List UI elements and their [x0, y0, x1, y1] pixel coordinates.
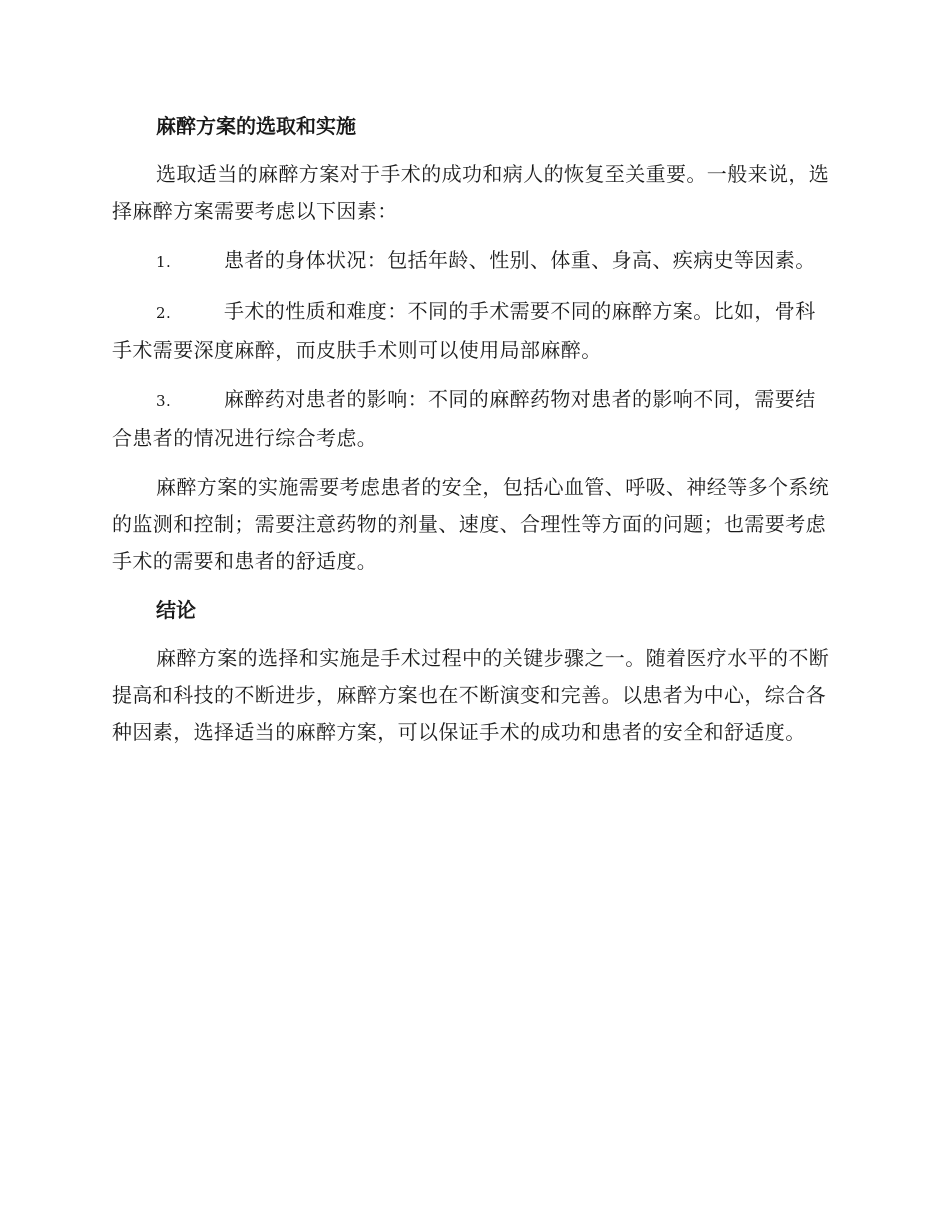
list-item-text: 手术的性质和难度：不同的手术需要不同的麻醉方案。比如，骨科手术需要深度麻醉，而皮肤手术则可以使用局部麻醉。 [112, 299, 816, 362]
conclusion-paragraph: 麻醉方案的选择和实施是手术过程中的关键步骤之一。随着医疗水平的不断提高和科技的不断进步，麻醉方案也在不断演变和完善。以患者为中心，综合各种因素，选择适当的麻醉方案，可以保证手术的成功和患者的安全和舒适度。 [112, 646, 830, 744]
section-heading-conclusion: 结论 [156, 598, 196, 622]
document-body [112, 108, 834, 763]
list-item-text: 患者的身体状况：包括年龄、性别、体重、身高、疾病史等因素。 [224, 248, 816, 272]
list-item-3 [112, 381, 834, 457]
list-number: 3. [156, 392, 172, 410]
list-number: 2. [156, 304, 172, 322]
list-number: 1. [156, 253, 172, 271]
section-heading-anesthesia-plan: 麻醉方案的选取和实施 [156, 114, 356, 138]
implementation-paragraph: 麻醉方案的实施需要考虑患者的安全，包括心血管、呼吸、神经等多个系统的监测和控制；需要注意药物的剂量、速度、合理性等方面的问题；也需要考虑手术的需要和患者的舒适度。 [112, 475, 830, 573]
intro-paragraph: 选取适当的麻醉方案对于手术的成功和病人的恢复至关重要。一般来说，选择麻醉方案需要考虑以下因素： [112, 162, 830, 223]
list-item-2 [112, 293, 834, 369]
list-item-1 [112, 242, 834, 281]
list-item-text: 麻醉药对患者的影响：不同的麻醉药物对患者的影响不同，需要结合患者的情况进行综合考虑。 [112, 387, 816, 450]
